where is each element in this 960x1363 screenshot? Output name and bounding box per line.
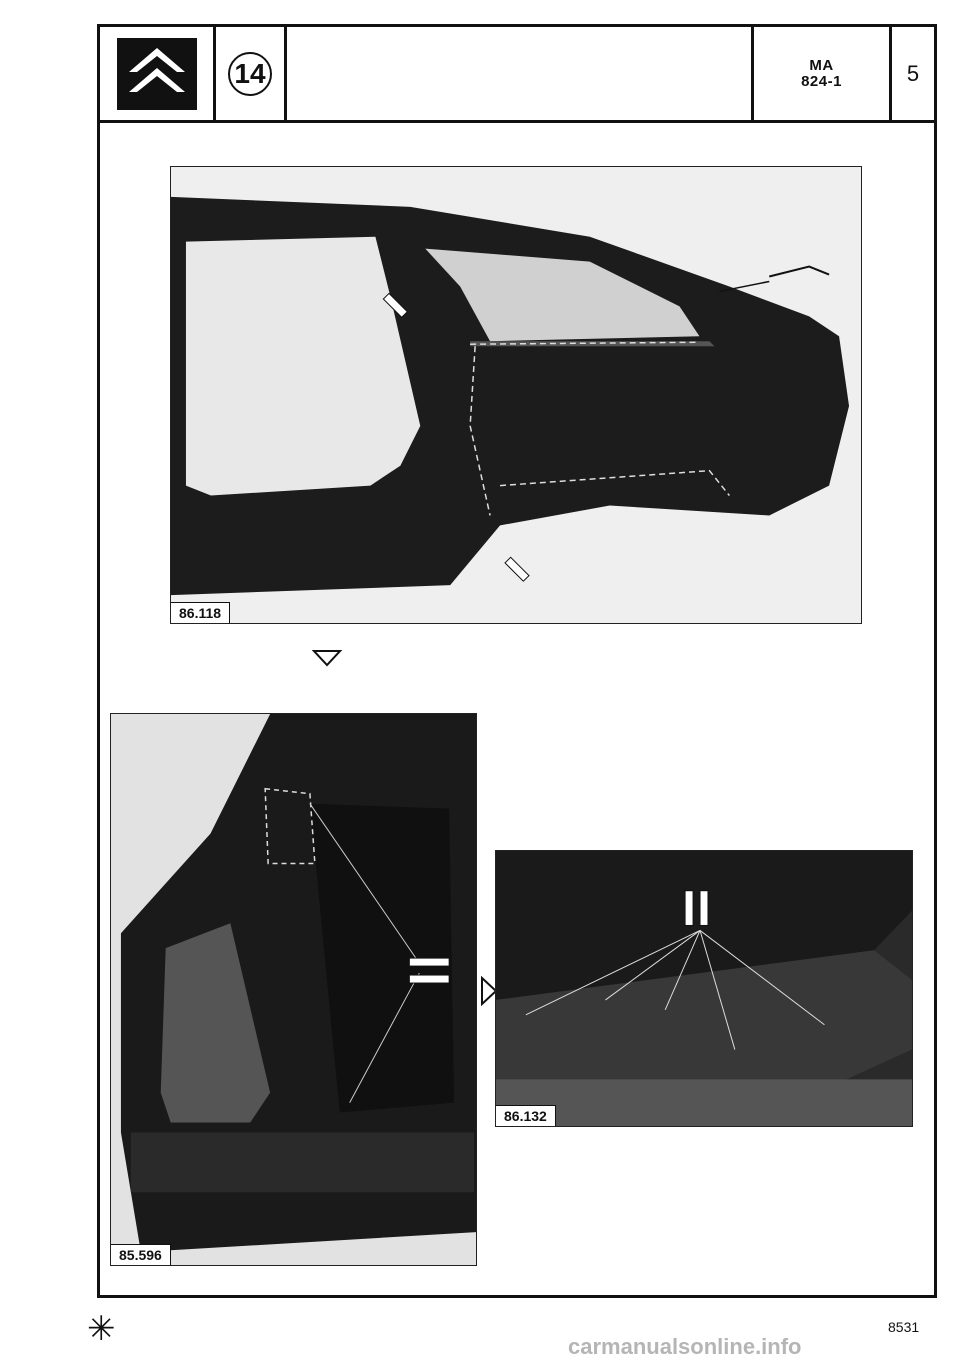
doc-code-line1: MA [809, 56, 834, 74]
car-body-side-photo [171, 167, 861, 623]
citroen-logo-icon [117, 38, 197, 110]
figure-rear-quarter-panel [170, 166, 862, 624]
title-cell [287, 27, 754, 120]
underside-photo [496, 851, 912, 1126]
doc-code-cell [754, 27, 892, 120]
page-header [100, 27, 934, 123]
figure-ref-label: 86.132 [496, 1105, 556, 1126]
figure-ref-label: 86.118 [171, 602, 230, 623]
doc-code-line2: 824-1 [801, 72, 842, 90]
section-number: 14 [228, 52, 272, 96]
figure-ref-label: 85.596 [111, 1244, 171, 1265]
figure-rear-underside [495, 850, 913, 1127]
down-arrow-icon [312, 648, 342, 668]
logo-cell [100, 27, 216, 120]
asterisk-icon: ✳ [87, 1310, 116, 1348]
section-number-cell [216, 27, 287, 120]
rear-body-photo [111, 714, 476, 1265]
page-number: 5 [906, 60, 920, 86]
page-number-cell [892, 27, 934, 120]
footer-code: 8531 [888, 1319, 920, 1335]
figure-rear-body-corner [110, 713, 477, 1266]
watermark: carmanualsonline.info [568, 1334, 802, 1359]
